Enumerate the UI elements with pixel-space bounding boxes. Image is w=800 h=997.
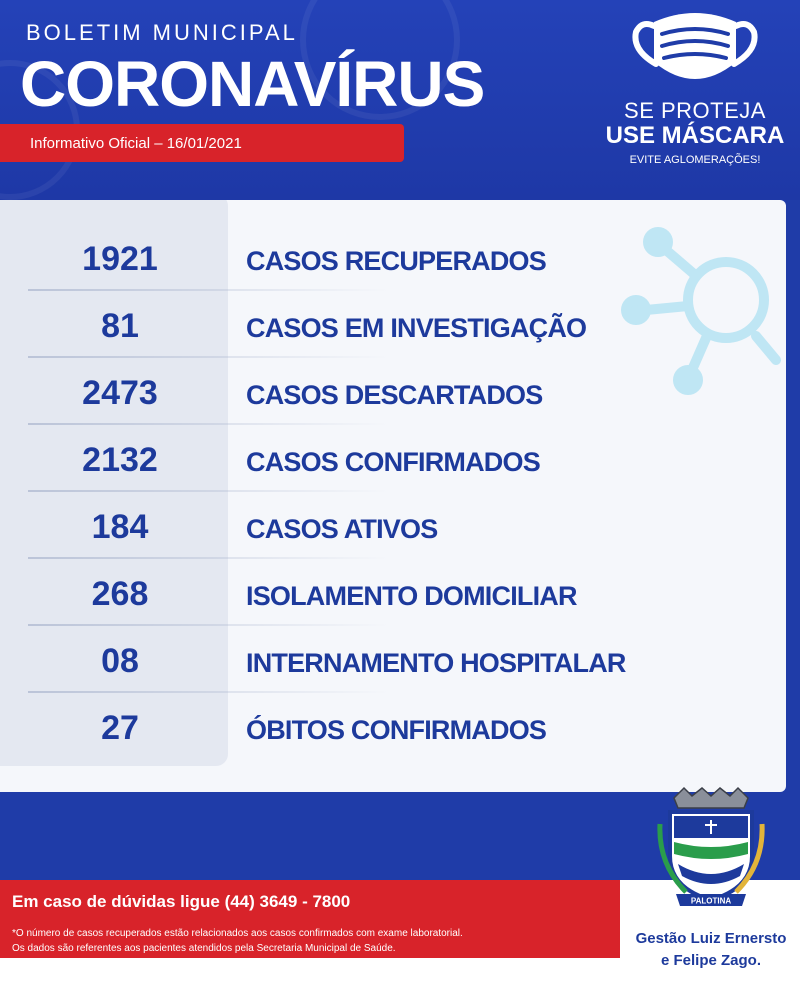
contact-band xyxy=(0,880,620,958)
stat-row xyxy=(0,224,786,291)
bulletin-subtitle: BOLETIM MUNICIPAL xyxy=(26,20,298,45)
footnote-line: Os dados são referentes aos pacientes atendidos pela Secretaria Municipal de Saúde. xyxy=(12,943,396,954)
stat-value: 81 xyxy=(101,307,139,345)
city-crest-icon xyxy=(656,784,766,914)
mask-line-use-mask: USE MÁSCARA xyxy=(605,122,785,149)
stat-label: CASOS ATIVOS xyxy=(246,514,438,544)
stat-row xyxy=(0,559,786,626)
stat-value: 08 xyxy=(101,642,139,680)
stat-value: 184 xyxy=(91,508,149,546)
contact-phone: Em caso de dúvidas ligue (44) 3649 - 7800 xyxy=(12,892,351,911)
stat-value: 2473 xyxy=(82,374,158,412)
stat-label: CASOS DESCARTADOS xyxy=(246,380,543,410)
stat-row xyxy=(0,291,786,358)
stat-row xyxy=(0,425,786,492)
stat-label: ÓBITOS CONFIRMADOS xyxy=(246,715,547,745)
stat-label: CASOS RECUPERADOS xyxy=(246,246,546,276)
stat-row xyxy=(0,693,786,760)
stat-row xyxy=(0,358,786,425)
credit-line: Gestão Luiz Ernersto xyxy=(635,930,787,947)
crest-city-name: PALOTINA xyxy=(690,896,732,906)
face-mask-icon xyxy=(632,6,758,92)
stat-value: 268 xyxy=(91,575,149,613)
page-title: CORONAVÍRUS xyxy=(20,48,485,120)
stat-label: CASOS CONFIRMADOS xyxy=(246,447,540,477)
footnote-line: *O número de casos recuperados estão relacionados aos casos confirmados com exame laboratorial. xyxy=(12,928,463,939)
stat-row xyxy=(0,492,786,559)
mask-campaign xyxy=(600,6,790,186)
info-date: Informativo Oficial – 16/01/2021 xyxy=(30,135,242,152)
stat-value: 2132 xyxy=(82,441,158,479)
credit-line: e Felipe Zago. xyxy=(660,952,762,969)
mask-line-avoid-crowds: EVITE AGLOMERAÇÕES! xyxy=(629,154,761,166)
mask-line-protect: SE PROTEJA xyxy=(624,98,766,123)
administration-credit xyxy=(628,928,794,972)
header xyxy=(0,0,800,200)
stats-card xyxy=(0,200,786,792)
info-bar xyxy=(0,124,404,162)
footnote xyxy=(12,926,463,956)
stat-label: INTERNAMENTO HOSPITALAR xyxy=(246,648,626,678)
stat-value: 1921 xyxy=(82,240,158,278)
stat-value: 27 xyxy=(101,709,139,747)
stat-label: CASOS EM INVESTIGAÇÃO xyxy=(246,313,587,343)
stat-label: ISOLAMENTO DOMICILIAR xyxy=(246,581,577,611)
stat-row xyxy=(0,626,786,693)
